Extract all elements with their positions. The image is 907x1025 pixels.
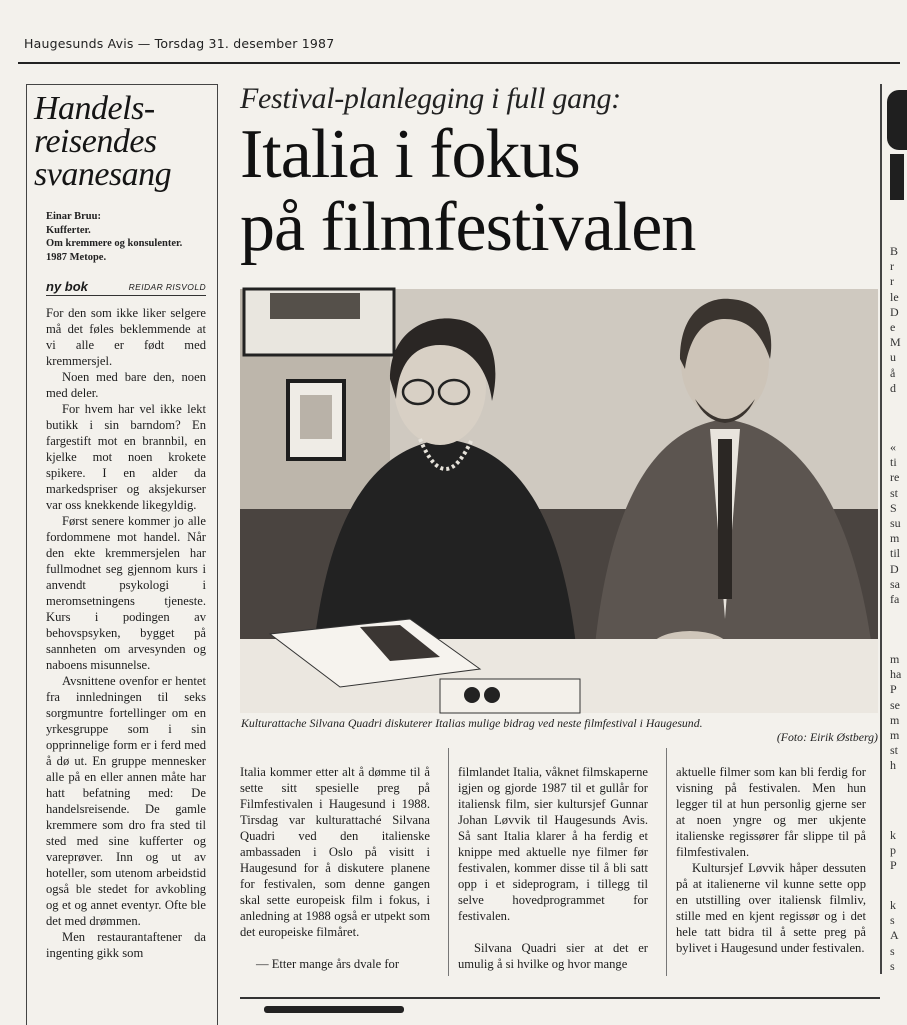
article-column-3 xyxy=(676,764,866,956)
neighbour-text-fragment xyxy=(890,898,902,974)
review-paragraph: Først senere kommer jo alle fordommene mot handel. Når den ekte kremmersjelen har fullmodnet seg gjennom kurs i anvendt psykologi i meromsetningens tjeneste. Kurs i podingen av behovspsyken, bygget på sannheten om arvesynden og naboens misunnelse. xyxy=(46,514,206,672)
review-paragraph: For den som ikke liker selgere må det føles beklemmende at vi alle er født med kremmersjel. xyxy=(46,306,206,368)
edge-letter: k xyxy=(890,828,896,842)
edge-letter: sa xyxy=(890,576,900,591)
edge-letter: D xyxy=(890,304,899,319)
edge-letter: u xyxy=(890,350,896,365)
article-paragraph: aktuelle filmer som kan bli ferdig for visning på festivalen. Men hun legger til at hun personlig gjerne ser at noen yngre og mer ukjente italienske regissører får slippe til på filmfestivalen. xyxy=(676,765,866,859)
article-column-1 xyxy=(240,764,430,972)
edge-letter: ha xyxy=(890,667,902,682)
review-title-line: svanesang xyxy=(34,156,172,193)
review-paragraph: For hvem har vel ikke lekt butikk i sin barndom? En fargestift mot en brannbil, en kjelke mot noen krokete spikere. I en alder da markedspriser og aksjekurser var oss knekkende likegyldig. xyxy=(46,402,206,512)
review-paragraph: Avsnittene ovenfor er hentet fra innledningen til seks sorgmuntre fortellinger om en yrkesgruppe som i sin opprinnelige form er i ferd med å dø ut. En gruppe mennesker alle på en eller annen måte har hatt befatning med: De handelsreisende. De gamle kremmere som dro fra sted til sted med sine kufferter og vareprøver. Inn og ut av hoteller, som utenom arbeidstid også ble stedet for avkobling og et og annet eventyr. Ofte ble det med drømmen. xyxy=(46,674,206,928)
article-paragraph: Italia kommer etter alt å dømme til å sette sitt spesielle preg på Filmfestivalen i Haugesund i 1988. Tirsdag var kulturattaché Silvana Quadri ved den italienske ambassaden i Oslo på visitt i Haugesund for å diskutere planene for festivalen, som denne gangen skal sette europeisk film i fokus, i anledning at 1988 også er utpekt som det europeiske filmåret. xyxy=(240,765,430,939)
edge-letter: « xyxy=(890,440,896,454)
edge-letter: d xyxy=(890,380,896,395)
edge-letter: st xyxy=(890,485,899,500)
edge-letter: m xyxy=(890,728,900,743)
review-paragraph: Men restaurantaftener da ingenting gikk som xyxy=(46,930,206,960)
edge-letter: m xyxy=(890,531,900,546)
review-body xyxy=(46,305,206,961)
section-label: ny bok xyxy=(46,279,88,294)
next-article-headline-fragment xyxy=(264,1006,404,1013)
edge-letter: A xyxy=(890,928,899,943)
review-title-line: Handels- xyxy=(34,90,155,127)
edge-letter: su xyxy=(890,516,901,531)
edge-letter: m xyxy=(890,712,900,727)
neighbour-headline-fragment xyxy=(890,154,904,200)
column-rule xyxy=(448,748,449,976)
review-paragraph: Noen med bare den, noen med deler. xyxy=(46,370,206,400)
edge-letter: k xyxy=(890,898,896,912)
edge-letter: re xyxy=(890,470,900,485)
neighbour-text-fragment xyxy=(890,828,902,874)
article-paragraph: Kultursjef Løvvik håper dessuten på at italienerne vil kunne sette opp en utstilling over italiensk filmliv, stille med en kjent regissør og i det hele tatt bidra til å sette preg på bylivet i Haugesund under festivalen. xyxy=(676,861,866,955)
edge-letter: le xyxy=(890,289,899,304)
section-label-row xyxy=(46,279,206,296)
edge-letter: ti xyxy=(890,455,897,470)
edge-letter: fa xyxy=(890,592,900,607)
edge-letter: se xyxy=(890,697,900,712)
edge-letter: P xyxy=(890,858,897,873)
book-title: Kufferter. xyxy=(46,224,91,236)
edge-letter: til xyxy=(890,546,901,561)
article-paragraph: filmlandet Italia, våknet filmskaperne igjen og gjorde 1987 til et gullår for italiensk film, sier kultursjef Gunnar Johan Løvvik til Haugesunds Avis. Så sant Italia klarer å ha ferdig et knippe med aktuelle nye filmer før festivalen, kommer disse til å bli satt opp i et sideprogram, i tillegg til selve hovedprogrammet for festivalen. xyxy=(458,765,648,923)
neighbour-text-fragment xyxy=(890,440,902,607)
edge-letter: p xyxy=(890,843,896,858)
article-headline xyxy=(240,118,880,264)
edge-letter: B xyxy=(890,244,899,258)
photo-credit: (Foto: Eirik Østberg) xyxy=(776,730,878,744)
neighbour-text-fragment xyxy=(890,244,902,396)
masthead: Haugesunds Avis — Torsdag 31. desember 1987 xyxy=(24,36,335,51)
headline-line: Italia i fokus xyxy=(240,116,580,193)
edge-letter: P xyxy=(890,682,897,697)
reviewer-byline: REIDAR RISVOLD xyxy=(128,282,206,292)
photo-caption xyxy=(241,716,878,744)
book-publisher: 1987 Metope. xyxy=(46,251,107,263)
masthead-rule xyxy=(18,62,900,64)
article-column-2 xyxy=(458,764,648,972)
article-paragraph: — Etter mange års dvale for xyxy=(256,957,400,971)
edge-letter: D xyxy=(890,561,899,576)
book-info xyxy=(46,210,214,264)
review-title xyxy=(34,92,214,191)
edge-letter: h xyxy=(890,758,896,773)
column-rule xyxy=(666,748,667,976)
article-kicker: Festival-planlegging i full gang: xyxy=(240,82,621,115)
article-photo xyxy=(240,289,878,713)
edge-letter: m xyxy=(890,652,900,666)
book-author: Einar Bruu: xyxy=(46,211,101,222)
photo-illustration xyxy=(240,289,878,713)
edge-letter: s xyxy=(890,913,895,928)
edge-letter: S xyxy=(890,500,897,515)
edge-letter: r xyxy=(890,259,894,274)
edge-letter: å xyxy=(890,365,896,380)
article-paragraph: Silvana Quadri sier at det er umulig å si hvilke og hvor mange xyxy=(458,941,648,971)
book-subtitle: Om kremmere og konsulenter. xyxy=(46,238,183,249)
neighbour-text-fragment xyxy=(890,652,902,774)
edge-letter: r xyxy=(890,274,894,289)
neighbour-headline-fragment xyxy=(887,90,907,150)
bottom-rule xyxy=(240,997,880,999)
edge-letter: e xyxy=(890,320,896,335)
headline-line: på filmfestivalen xyxy=(240,189,696,266)
review-title-line: reisendes xyxy=(34,123,157,160)
edge-letter: st xyxy=(890,743,899,758)
caption-text: Kulturattache Silvana Quadri diskuterer Italias mulige bidrag ved neste filmfestival i Haugesund. xyxy=(241,716,703,730)
edge-letter: s xyxy=(890,958,895,973)
right-column-rule xyxy=(880,84,882,974)
edge-letter: s xyxy=(890,943,895,958)
edge-letter: M xyxy=(890,335,901,350)
